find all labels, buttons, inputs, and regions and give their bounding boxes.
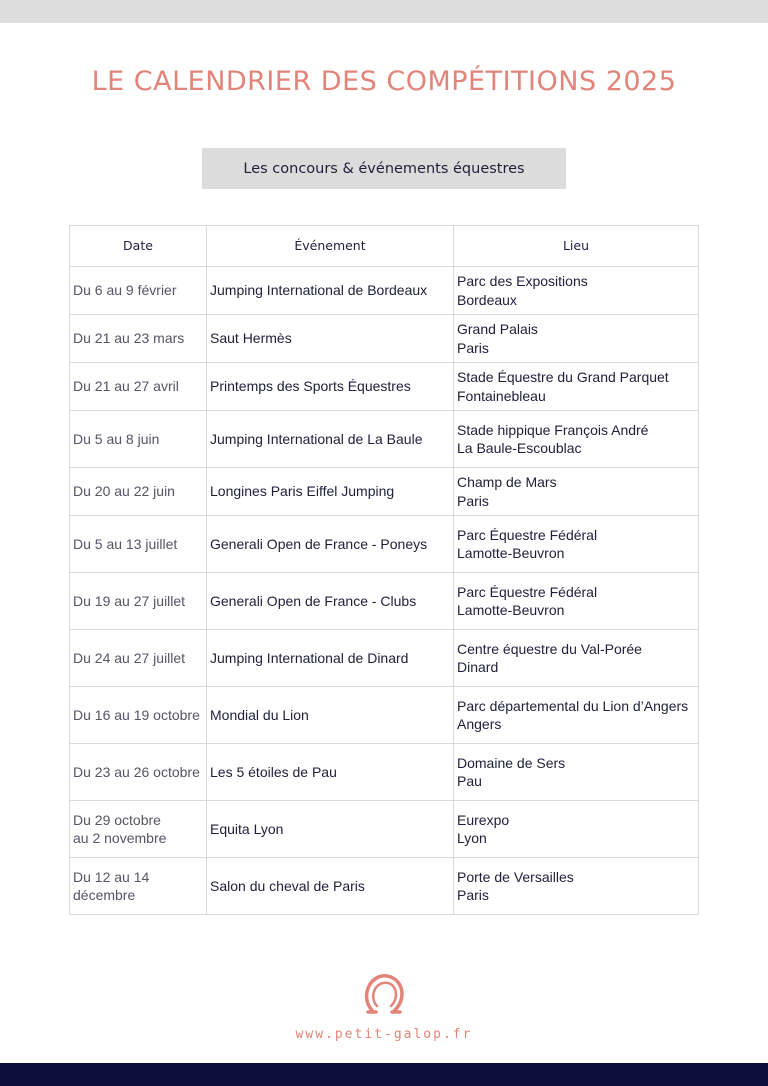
date-line: Du 29 octobre: [73, 811, 161, 828]
table-row: [70, 267, 699, 315]
event-cell: Salon du cheval de Paris: [207, 858, 454, 915]
place-venue: Centre équestre du Val-Porée: [457, 640, 642, 657]
date-line: Du 5 au 8 juin: [73, 430, 160, 447]
event-cell: Jumping International de Dinard: [207, 630, 454, 687]
table-row: [70, 801, 699, 858]
table-row: [70, 315, 699, 363]
date-line: Du 16 au 19 octobre: [73, 706, 200, 723]
place-cell: [454, 516, 699, 573]
event-cell: Jumping International de Bordeaux: [207, 267, 454, 315]
top-band: [0, 0, 768, 23]
place-venue: Porte de Versailles: [457, 868, 574, 885]
horseshoe-icon: [362, 972, 406, 1018]
place-venue: Parc Équestre Fédéral: [457, 583, 598, 600]
place-city: Lamotte-Beuvron: [457, 602, 565, 618]
place-cell: [454, 468, 699, 516]
place-cell: [454, 267, 699, 315]
table-row: [70, 516, 699, 573]
table-row: [70, 468, 699, 516]
place-city: Lamotte-Beuvron: [457, 545, 565, 561]
date-cell: [70, 630, 207, 687]
page-title: LE CALENDRIER DES COMPÉTITIONS 2025: [91, 66, 677, 97]
place-venue: Stade Équestre du Grand Parquet: [457, 369, 669, 385]
header-place: Lieu: [454, 226, 699, 267]
footer-url[interactable]: www.petit-galop.fr: [295, 1027, 473, 1042]
event-cell: Generali Open de France - Clubs: [207, 573, 454, 630]
date-cell: [70, 363, 207, 411]
place-cell: [454, 315, 699, 363]
date-line: Du 6 au 9 février: [73, 282, 177, 299]
event-cell: Les 5 étoiles de Pau: [207, 744, 454, 801]
competition-table: [69, 225, 699, 915]
event-cell: Equita Lyon: [207, 801, 454, 858]
place-venue: Domaine de Sers: [457, 754, 566, 771]
date-cell: [70, 468, 207, 516]
event-cell: Printemps des Sports Équestres: [207, 363, 454, 411]
subtitle-text: Les concours & événements équestres: [243, 160, 525, 177]
place-city: Dinard: [457, 659, 499, 675]
date-line: Du 21 au 27 avril: [73, 378, 179, 395]
table-row: [70, 858, 699, 915]
date-line: Du 20 au 22 juin: [73, 483, 175, 500]
date-cell: [70, 267, 207, 315]
table-header-row: [70, 226, 699, 267]
place-cell: [454, 687, 699, 744]
date-line: décembre: [73, 887, 136, 903]
event-cell: Longines Paris Eiffel Jumping: [207, 468, 454, 516]
place-venue: Parc départemental du Lion d’Angers: [457, 697, 689, 714]
place-venue: Parc des Expositions: [457, 273, 588, 289]
table-row: [70, 573, 699, 630]
date-line: Du 5 au 13 juillet: [73, 535, 178, 552]
place-cell: [454, 801, 699, 858]
date-cell: [70, 687, 207, 744]
date-line: Du 12 au 14: [73, 868, 150, 885]
place-cell: [454, 744, 699, 801]
place-city: Pau: [457, 773, 482, 789]
table-row: [70, 363, 699, 411]
place-venue: Champ de Mars: [457, 474, 557, 490]
date-cell: [70, 315, 207, 363]
place-cell: [454, 411, 699, 468]
date-line: Du 23 au 26 octobre: [73, 763, 200, 780]
place-cell: [454, 363, 699, 411]
table-row: [70, 411, 699, 468]
place-venue: Grand Palais: [457, 321, 538, 337]
table-row: [70, 630, 699, 687]
place-venue: Stade hippique François André: [457, 421, 649, 438]
header-date: Date: [70, 226, 207, 267]
place-city: Angers: [457, 716, 502, 732]
event-cell: Mondial du Lion: [207, 687, 454, 744]
date-cell: [70, 573, 207, 630]
event-cell: Generali Open de France - Poneys: [207, 516, 454, 573]
place-venue: Parc Équestre Fédéral: [457, 526, 598, 543]
event-cell: Saut Hermès: [207, 315, 454, 363]
place-city: Bordeaux: [457, 291, 517, 308]
place-city: Paris: [457, 887, 489, 903]
date-line: Du 19 au 27 juillet: [73, 592, 186, 609]
place-city: La Baule-Escoublac: [457, 440, 582, 456]
place-city: Paris: [457, 339, 489, 356]
date-line: au 2 novembre: [73, 830, 167, 846]
subtitle-box: [202, 148, 566, 189]
place-cell: [454, 858, 699, 915]
date-cell: [70, 411, 207, 468]
header-event: Événement: [207, 226, 454, 267]
date-cell: [70, 516, 207, 573]
date-line: Du 24 au 27 juillet: [73, 649, 186, 666]
event-cell: Jumping International de La Baule: [207, 411, 454, 468]
date-cell: [70, 801, 207, 858]
place-city: Paris: [457, 492, 489, 509]
place-cell: [454, 630, 699, 687]
table-row: [70, 744, 699, 801]
place-cell: [454, 573, 699, 630]
place-city: Fontainebleau: [457, 387, 546, 404]
bottom-band: [0, 1063, 768, 1086]
table-row: [70, 687, 699, 744]
date-line: Du 21 au 23 mars: [73, 330, 185, 347]
date-cell: [70, 858, 207, 915]
place-venue: Eurexpo: [457, 811, 510, 828]
date-cell: [70, 744, 207, 801]
place-city: Lyon: [457, 830, 487, 846]
